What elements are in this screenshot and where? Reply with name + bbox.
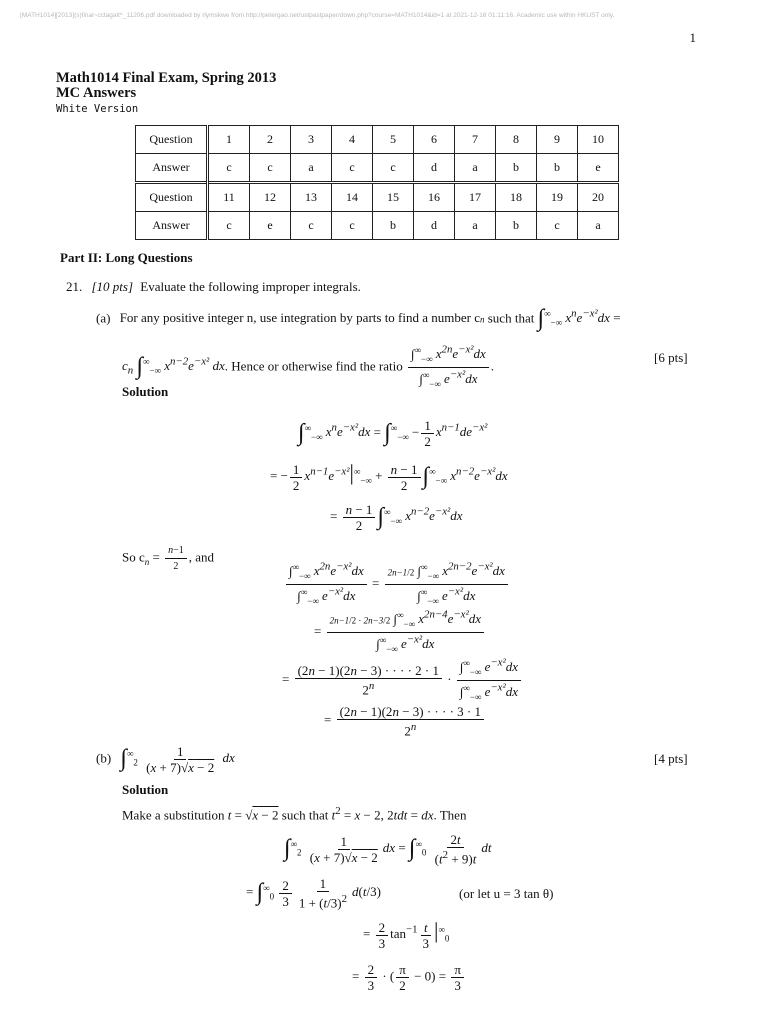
part-heading: Part II: Long Questions bbox=[60, 250, 193, 265]
mc-cell: d bbox=[414, 154, 455, 183]
mc-cell: 1 bbox=[208, 126, 250, 154]
equation-a-3: = $\frac{n - 1}{2}$ $\int^\infty_{-\infty}$ $x^{n-2}e^{-x^2}dx$ bbox=[330, 502, 463, 533]
equation-a-6: = $\frac{(2n - 1)(2n - 3) \cdot \cdot \cdot \cdot 2 \cdot 1}{2^n}$ · $\frac{\int^\infty_{-\infty} e^{-x^2}dx}{\int^\infty_{-\infty} e^{-x^2}dx}$ bbox=[282, 656, 523, 705]
equation-a-5: = $\frac{2n-1/2 \cdot 2n-3/2 \int^\infty_{-\infty} x^{2n-4}e^{-x^2}dx}{\int^\infty_{-\infty} e^{-x^2}dx}$ bbox=[314, 608, 486, 657]
mc-cell: c bbox=[208, 212, 250, 240]
question-points: [10 pts] bbox=[91, 279, 134, 294]
part-a-line-1: (a) For any positive integer n, use integration by parts to find a number cn such that $\int^\infty_{-\infty}$ $x^ne^{-x^2}dx$ = bbox=[96, 306, 621, 332]
sub-text-3: . Then bbox=[433, 807, 467, 823]
mc-cell: a bbox=[455, 212, 496, 240]
mc-cell: 10 bbox=[578, 126, 619, 154]
question-21-header bbox=[66, 279, 361, 295]
mc-cell: 20 bbox=[578, 183, 619, 212]
mc-cell: c bbox=[332, 154, 373, 183]
so-cn-line: So $c_n$ = $\frac{n-1}{2}$ , and bbox=[122, 545, 215, 572]
mc-cell: 16 bbox=[414, 183, 455, 212]
mc-cell: a bbox=[291, 154, 332, 183]
mc-cell: 7 bbox=[455, 126, 496, 154]
mc-cell: 14 bbox=[332, 183, 373, 212]
mc-cell: 3 bbox=[291, 126, 332, 154]
mc-cell: 13 bbox=[291, 183, 332, 212]
mc-row bbox=[136, 154, 619, 183]
mc-cell: c bbox=[537, 212, 578, 240]
mc-cell: 9 bbox=[537, 126, 578, 154]
exam-version: White Version bbox=[56, 103, 139, 115]
mc-cell: 2 bbox=[250, 126, 291, 154]
mc-cell: c bbox=[291, 212, 332, 240]
mc-cell: a bbox=[455, 154, 496, 183]
substitution-line: Make a substitution t = √x − 2 such that $t^2 = x - 2$, 2tdt = dx. Then bbox=[122, 805, 467, 823]
exam-subtitle: MC Answers bbox=[56, 85, 137, 101]
download-watermark: [MATH1014][2013](s)final~cctagalt^_11206.pdf downloaded by rlymskwe from http://petergao.net/ustpastpaper/down.php?course=MATH1014&id=1 at 2021-12-16 01:11:16. Academic use within HKUST only. bbox=[20, 12, 615, 19]
part-b-line bbox=[96, 744, 235, 775]
mc-row-label: Answer bbox=[136, 154, 208, 183]
mc-cell: 8 bbox=[496, 126, 537, 154]
exam-title: Math1014 Final Exam, Spring 2013 bbox=[56, 70, 277, 86]
so-text: So c bbox=[122, 549, 145, 565]
mc-cell: a bbox=[578, 212, 619, 240]
mc-cell: c bbox=[373, 154, 414, 183]
mc-cell: b bbox=[496, 212, 537, 240]
page-number: 1 bbox=[689, 30, 696, 45]
formula-part-b: $\int^\infty_2$ $\frac{1}{(x + 7)√x - 2}$ dx bbox=[120, 744, 235, 775]
mc-cell: 12 bbox=[250, 183, 291, 212]
mc-cell: c bbox=[250, 154, 291, 183]
equation-a-2: = − $\frac{1}{2}$ $x^{n-1}e^{-x^2}|^\infty_{-\infty}$ + $\frac{n - 1}{2}$ $\int^\infty_{-\infty}$ $x^{n-2}e^{-x^2}dx$ bbox=[270, 460, 508, 493]
sub-text-1: Make a substitution bbox=[122, 807, 225, 823]
part-a-label: (a) bbox=[96, 310, 111, 326]
equation-a-7: = $\frac{(2n - 1)(2n - 3) \cdot \cdot \cdot \cdot 3 \cdot 1}{2^n}$ bbox=[324, 704, 486, 738]
sub-text-2: such that bbox=[281, 807, 329, 823]
mc-cell: e bbox=[250, 212, 291, 240]
equation-b-3: = $\frac{2}{3}$ $\tan^{-1}$ $\frac{t}{3}$ $|^\infty_0$ bbox=[363, 918, 450, 951]
mc-row-label: Answer bbox=[136, 212, 208, 240]
solution-label-b: Solution bbox=[122, 782, 169, 797]
formula-ratio: $\frac{\int^\infty_{-\infty} x^{2n}e^{-x^2}dx}{\int^\infty_{-\infty} e^{-x^2}dx}$ bbox=[408, 343, 489, 392]
mc-cell: b bbox=[496, 154, 537, 183]
mc-cell: 11 bbox=[208, 183, 250, 212]
part-a-text-1: For any positive integer n, use integration by parts to find a number c bbox=[119, 310, 480, 326]
mc-cell: b bbox=[373, 212, 414, 240]
equation-b-4: = $\frac{2}{3}$ · ( $\frac{\pi}{2}$ − 0) = $\frac{\pi}{3}$ bbox=[352, 962, 466, 993]
mc-cell: 6 bbox=[414, 126, 455, 154]
equation-a-4: $\frac{\int^\infty_{-\infty} x^{2n}e^{-x^2}dx}{\int^\infty_{-\infty} e^{-x^2}dx}$ = $\frac{2n-1/2 \int^\infty_{-\infty} x^{2n-2}e^{-x^2}dx}{\int^\infty_{-\infty} e^{-x^2}dx}$ bbox=[284, 560, 510, 609]
mc-row bbox=[136, 126, 619, 154]
equation-b-1: $\int^\infty_2$ $\frac{1}{(x + 7)√x - 2}$ dx = $\int^\infty_0$ $\frac{2t}{(t^2 + 9)t}$ dt bbox=[284, 832, 492, 867]
equation-b-2: = $\int^\infty_0$ $\frac{2}{3}$ $\frac{1}{1 + (t/3)^2}$ d(t/3) bbox=[246, 876, 381, 911]
question-number: 21. bbox=[66, 279, 83, 294]
mc-row bbox=[136, 212, 619, 240]
equation-a-1: $\int^\infty_{-\infty}$ $x^ne^{-x^2}dx = \int^\infty_{-\infty}$ − $\frac{1}{2}$ $x^{n-1}de^{-x^2}$ bbox=[298, 418, 488, 449]
mc-cell: 15 bbox=[373, 183, 414, 212]
mc-cell: b bbox=[537, 154, 578, 183]
formula-cn-integral: $c_n$ $\int^\infty_{-\infty}$ $x^{n-2}e^{-x^2}$ dx bbox=[122, 353, 225, 380]
mc-cell: e bbox=[578, 154, 619, 183]
mc-cell: c bbox=[332, 212, 373, 240]
mc-cell: 18 bbox=[496, 183, 537, 212]
so-text-2: , and bbox=[188, 549, 215, 565]
mc-cell: 17 bbox=[455, 183, 496, 212]
solution-label-a: Solution bbox=[122, 384, 169, 399]
part-b-label: (b) bbox=[96, 750, 112, 766]
exam-title-block bbox=[56, 71, 276, 101]
part-a-points: [6 pts] bbox=[654, 350, 688, 365]
mc-row bbox=[136, 183, 619, 212]
or-let-note: (or let u = 3 tan θ) bbox=[459, 886, 554, 901]
mc-row-label: Question bbox=[136, 126, 208, 154]
part-b-points: [4 pts] bbox=[654, 751, 688, 766]
mc-cell: 4 bbox=[332, 126, 373, 154]
mc-answer-table bbox=[135, 125, 619, 240]
part-a-line-2: $c_n$ $\int^\infty_{-\infty}$ $x^{n-2}e^{-x^2}$ dx. Hence or otherwise find the ratio $\frac{\int^\infty_{-\infty} x^{2n}e^{-x^2}dx}{\int^\infty_{-\infty} e^{-x^2}dx}$ . bbox=[122, 343, 494, 392]
question-text: Evaluate the following improper integrals. bbox=[140, 279, 361, 294]
mc-cell: 5 bbox=[373, 126, 414, 154]
mc-row-label: Question bbox=[136, 183, 208, 212]
mc-cell: 19 bbox=[537, 183, 578, 212]
part-a-text-2: . Hence or otherwise find the ratio bbox=[224, 358, 403, 374]
part-a-text-1b: such that bbox=[487, 310, 535, 326]
mc-cell: d bbox=[414, 212, 455, 240]
formula-integral-xn: $\int^\infty_{-\infty}$ $x^ne^{-x^2}dx$ = bbox=[537, 306, 621, 332]
mc-cell: c bbox=[208, 154, 250, 183]
